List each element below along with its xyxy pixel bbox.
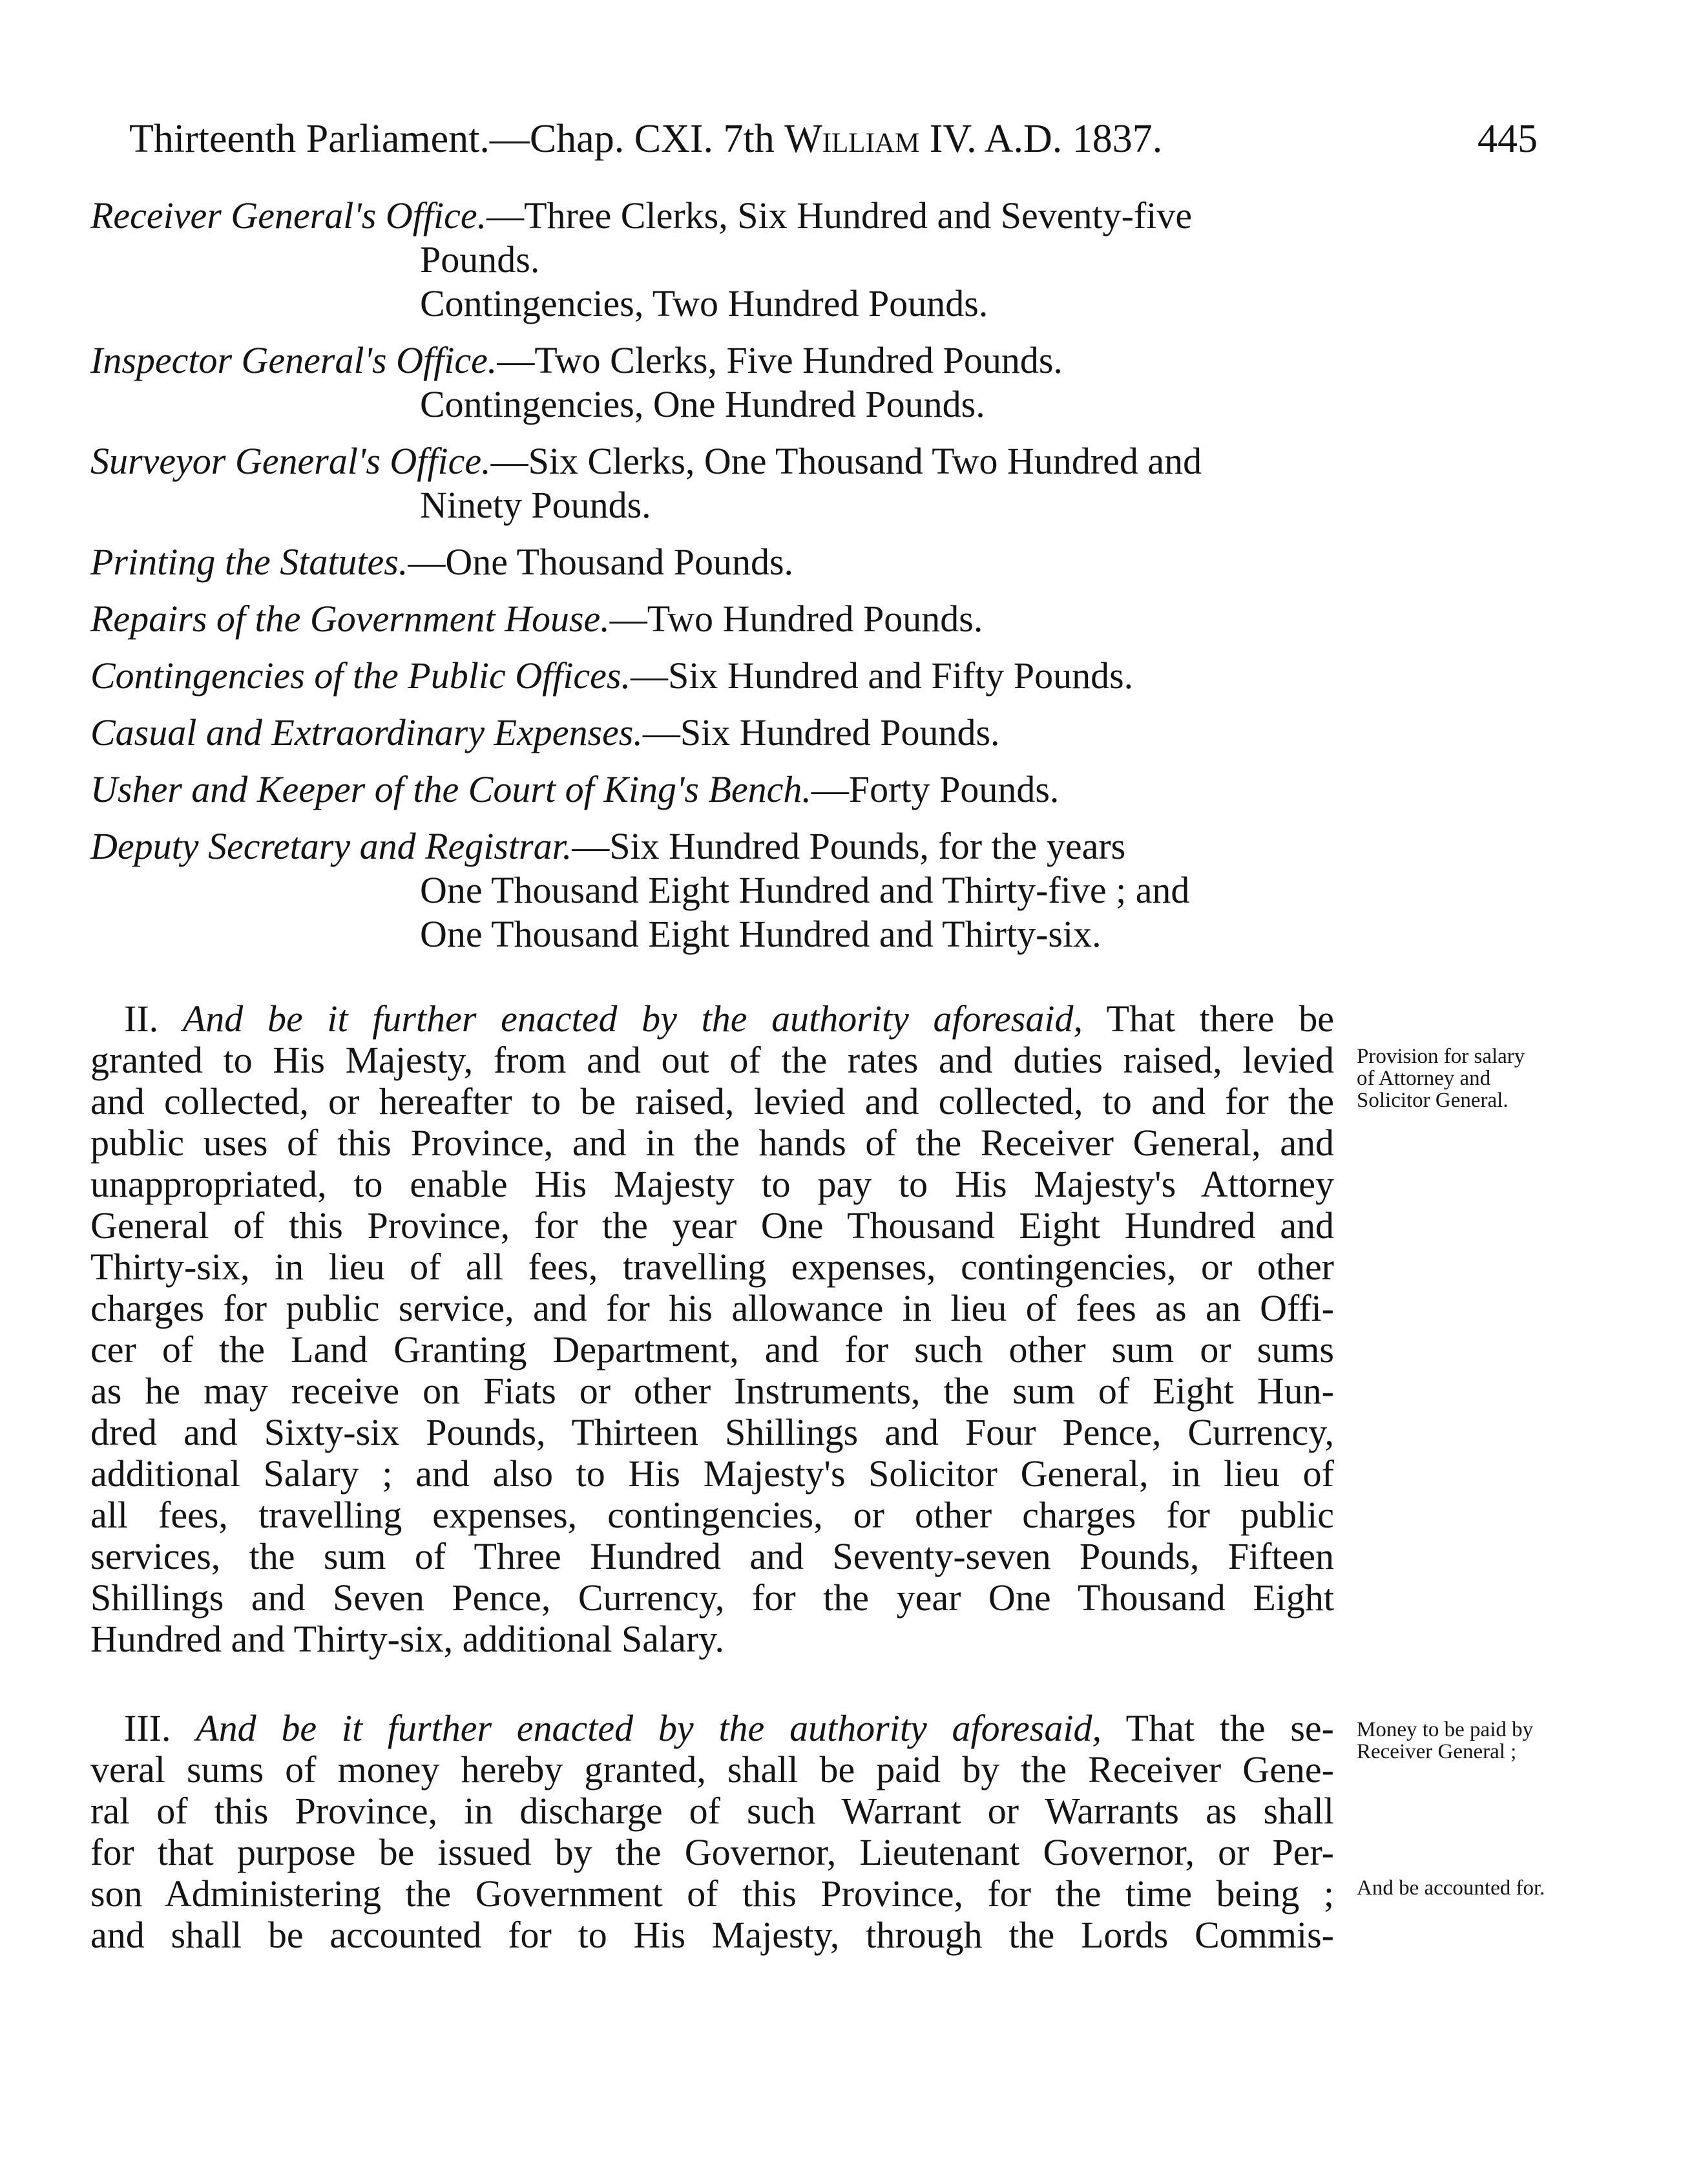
section-iii-line: for that purpose be issued by the Governor, Lieutenant Governor, or Per- — [90, 1831, 1334, 1873]
section-iii-line: and shall be accounted for to His Majesty, through the Lords Commis- — [90, 1914, 1334, 1956]
schedule-entry-heading: Receiver General's Office. — [90, 194, 487, 236]
section-ii-line: and collected, or hereafter to be raised, levied and collected, to and for the — [90, 1080, 1334, 1122]
running-header — [129, 116, 1538, 174]
schedule-entry-heading: Usher and Keeper of the Court of King's Bench. — [90, 768, 811, 810]
schedule-entry-heading: Deputy Secretary and Registrar. — [90, 825, 572, 867]
schedule-entry-text: —Two Clerks, Five Hundred Pounds. — [497, 339, 1063, 381]
schedule-entry-line — [90, 439, 1357, 483]
schedule-entry-line — [90, 339, 1357, 383]
marginal-note-accounted: And be accounted for. — [1357, 1876, 1545, 1900]
schedule-entry-line — [90, 194, 1357, 238]
schedule-entry-line — [90, 597, 1357, 641]
schedule-entry-text: —Forty Pounds. — [811, 768, 1060, 810]
section-ii-line: General of this Province, for the year One Thousand Eight Hundred and — [90, 1204, 1334, 1246]
section-iii-line: ral of this Province, in discharge of such Warrant or Warrants as shall — [90, 1790, 1334, 1832]
schedule-entry-text: —Six Hundred Pounds. — [642, 711, 1000, 753]
section-ii-line: all fees, travelling expenses, contingencies, or other charges for public — [90, 1494, 1334, 1536]
schedule-entry-continuation: Pounds. — [420, 238, 540, 280]
schedule-entry-continuation: Ninety Pounds. — [420, 484, 651, 526]
section-ii — [90, 998, 1334, 1660]
section-ii-enacting-clause: And be it further enacted by the authority aforesaid, — [182, 998, 1083, 1040]
section-ii-first-line: II. And be it further enacted by the authority aforesaid, That there be — [124, 998, 1334, 1040]
schedule-entry-line — [90, 540, 1357, 584]
schedule-entry — [90, 597, 1357, 641]
section-ii-line: cer of the Land Granting Department, and for such other sum or sums — [90, 1328, 1334, 1370]
section-ii-line: Shillings and Seven Pence, Currency, for the year One Thousand Eight — [90, 1577, 1334, 1619]
schedule-entry-heading: Casual and Extraordinary Expenses. — [90, 711, 643, 753]
section-ii-body — [90, 1040, 1334, 1619]
schedule-entry — [90, 339, 1357, 426]
schedule-entry — [90, 654, 1357, 698]
schedule-entry-continuation: One Thousand Eight Hundred and Thirty-six. — [420, 913, 1102, 955]
schedule-entry-text: —Six Clerks, One Thousand Two Hundred and — [490, 440, 1202, 482]
section-iii-line: veral sums of money hereby granted, shall be paid by the Receiver Gene- — [90, 1748, 1334, 1790]
section-ii-line: unappropriated, to enable His Majesty to pay to His Majesty's Attorney — [90, 1163, 1334, 1205]
schedule-entry — [90, 194, 1357, 326]
schedule-entry — [90, 439, 1357, 527]
schedule-entry-text: —Six Hundred and Fifty Pounds. — [631, 655, 1134, 697]
schedule-entry-continuation: One Thousand Eight Hundred and Thirty-five ; and — [420, 869, 1190, 911]
section-ii-line: as he may receive on Fiats or other Instruments, the sum of Eight Hun- — [90, 1370, 1334, 1412]
schedule-entry — [90, 540, 1357, 584]
section-iii-first-line: III. And be it further enacted by the authority aforesaid, That the se- — [124, 1707, 1334, 1749]
header-title: Thirteenth Parliament.—Chap. CXI. 7th William IV. A.D. 1837. — [129, 117, 1163, 161]
schedule-entry-continuation: Contingencies, One Hundred Pounds. — [420, 383, 985, 425]
section-ii-line: Thirty-six, in lieu of all fees, travelling expenses, contingencies, or other — [90, 1246, 1334, 1288]
section-ii-last-line: Hundred and Thirty-six, additional Salary. — [90, 1618, 724, 1660]
schedule-entry-line — [90, 654, 1357, 698]
schedule-entry-heading: Printing the Statutes. — [90, 541, 408, 583]
schedule-entry-text: —Two Hundred Pounds. — [609, 598, 983, 640]
section-ii-line: charges for public service, and for his allowance in lieu of fees as an Offi- — [90, 1287, 1334, 1329]
section-ii-line: dred and Sixty-six Pounds, Thirteen Shillings and Four Pence, Currency, — [90, 1411, 1334, 1453]
marginal-note-paid: Money to be paid by Receiver General ; — [1357, 1718, 1534, 1763]
schedule-entry-continuation: Contingencies, Two Hundred Pounds. — [420, 282, 988, 324]
schedule-entry-text: —One Thousand Pounds. — [408, 541, 794, 583]
schedule-entry — [90, 824, 1357, 956]
schedule-entry-heading: Inspector General's Office. — [90, 339, 497, 381]
section-ii-line: public uses of this Province, and in the hands of the Receiver General, and — [90, 1122, 1334, 1164]
section-ii-line: services, the sum of Three Hundred and Seventy-seven Pounds, Fifteen — [90, 1535, 1334, 1577]
section-ii-line: additional Salary ; and also to His Majesty's Solicitor General, in lieu of — [90, 1453, 1334, 1495]
schedule-entry-text: —Six Hundred Pounds, for the years — [572, 825, 1126, 867]
section-iii-body — [90, 1749, 1334, 1956]
schedule-entry — [90, 768, 1357, 812]
section-iii — [90, 1708, 1334, 1956]
page-number: 445 — [1477, 117, 1538, 161]
schedule-entry-heading: Surveyor General's Office. — [90, 440, 491, 482]
schedule-entry-line — [90, 824, 1357, 868]
schedule-entry-heading: Repairs of the Government House. — [90, 598, 610, 640]
schedule-entry-line — [90, 768, 1357, 812]
section-iii-enacting-clause: And be it further enacted by the authority aforesaid, — [196, 1707, 1102, 1749]
schedule-entry-line — [90, 711, 1357, 755]
schedule-entry-text: —Three Clerks, Six Hundred and Seventy-five — [486, 194, 1193, 236]
schedule-entry-heading: Contingencies of the Public Offices. — [90, 655, 631, 697]
header-king: William — [784, 117, 920, 161]
section-ii-line: granted to His Majesty, from and out of the rates and duties raised, levied — [90, 1039, 1334, 1081]
marginal-note-salary: Provision for salary of Attorney and Solicitor General. — [1357, 1045, 1525, 1112]
section-iii-line: son Administering the Government of this Province, for the time being ; — [90, 1873, 1334, 1915]
schedule-entry — [90, 711, 1357, 755]
schedule-of-sums — [90, 194, 1357, 969]
